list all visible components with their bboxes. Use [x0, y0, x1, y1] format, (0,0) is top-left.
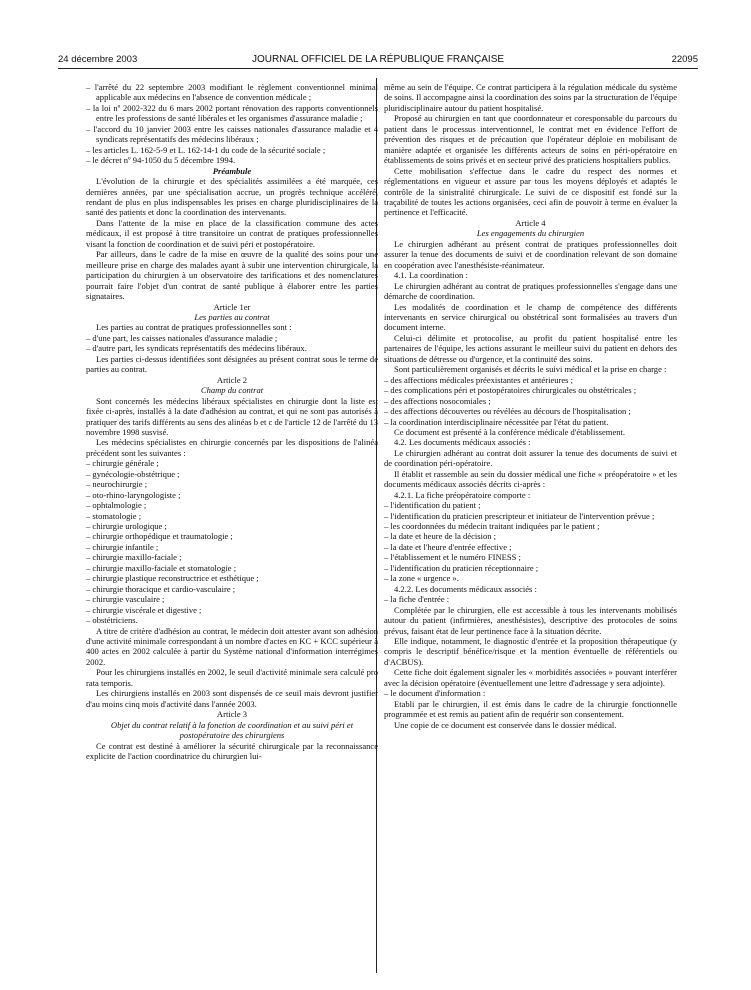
ref-item: – les articles L. 162-5-9 et L. 162-14-1 du code de la sécurité sociale ;: [86, 145, 378, 155]
specialty-item: – chirurgie plastique reconstructrice et esthétique ;: [86, 573, 378, 583]
section-4-1-heading: 4.1. La coordination :: [394, 270, 468, 281]
section-4-2-1-heading: 4.2.1. La fiche préopératoire comporte :: [394, 489, 531, 500]
section-4-2-2-item: – la fiche d'entrée :: [384, 594, 677, 604]
article-3-paragraph: Cette mobilisation s'effectue dans le cadre du respect des normes et réglementations en vigueur et assure par tous les moyens déployés et adaptés le contrôle de la sinistralité chirurgicale. Le suivi de ce dispositif est fondé sur la traçabilité de toutes les actions organisées, ceci afin de pouvoir à terme en évaluer la pertinence et l'efficacité.: [384, 165, 677, 218]
article-2-paragraph: A titre de critère d'adhésion au contrat, le médecin doit attester avant son adhésion d'une activité minimale correspondant à un nombre d'actes en KC + KCC supérieur à 400 actes en 2002 calculée à partir du Système national d'information interrégimes 2002.: [86, 625, 378, 667]
article-3-paragraph: Ce contrat est destiné à améliorer la sécurité chirurgicale par la reconnaissance explicite de l'action coordinatrice du chirurgien lui-: [86, 740, 378, 761]
section-4-2-2-paragraph: Cette fiche doit également signaler les « morbidités associées » pouvant interférer avec la décision opératoire (éventuellement une lettre d'adressage y sera adjointe).: [384, 667, 677, 688]
section-4-1-item: – des affections médicales préexistantes et antérieures ;: [384, 375, 677, 385]
article-3-subtitle: Objet du contrat relatif à la fonction de coordination et au suivi péri et postopératoire des chirurgiens: [110, 719, 354, 741]
article-1-subtitle: Les parties au contrat: [194, 311, 270, 322]
article-2-subtitle: Champ du contrat: [200, 385, 264, 396]
specialty-item: – gynécologie-obstétrique ;: [86, 469, 378, 479]
specialty-item: – ophtalmologie ;: [86, 500, 378, 510]
section-4-2-2-paragraph: Complétée par le chirurgien, elle est accessible à tous les intervenants mobilisés autour du patient (infirmières, anesthésistes), descriptive des protocoles de soins prévus, faisant état de leur pertinence face à la situation décrite.: [384, 604, 677, 636]
specialty-item: – neurochirurgie ;: [86, 479, 378, 489]
section-4-2-2-paragraph: Elle indique, notamment, le diagnostic d'entrée et la proposition thérapeutique (y compris le descriptif bénéfice/risque et la mention éventuelle de référentiels ou d'ACBUS).: [384, 636, 677, 667]
specialty-list: [86, 458, 378, 625]
ref-item: – l'arrêté du 22 septembre 2003 modifiant le règlement conventionnel minimal applicable aux médecins en l'absence de convention médicale ;: [86, 82, 378, 103]
ref-item: – le décret nº 94-1050 du 5 décembre 1994.: [86, 155, 378, 165]
page-header: [58, 53, 698, 67]
specialty-item: – chirurgie maxillo-faciale et stomatologie ;: [86, 563, 378, 573]
specialty-item: – obstétriciens.: [86, 615, 378, 625]
article-3-title: Article 3: [216, 709, 248, 720]
specialty-item: – chirurgie urologique ;: [86, 521, 378, 531]
specialty-item: – chirurgie vasculaire ;: [86, 594, 378, 604]
right-column: [384, 82, 677, 730]
article-2-paragraph: Les médecins spécialistes en chirurgie concernés par les dispositions de l'alinéa précédent sont les suivantes :: [86, 437, 378, 458]
header-page-number: 22095: [671, 54, 698, 65]
ref-item: – l'accord du 10 janvier 2003 entre les caisses nationales d'assurance maladie et 4 syndicats représentatifs des médecins libéraux ;: [86, 124, 378, 145]
section-4-2-2-paragraph: Etabli par le chirurgien, il est émis dans le cadre de la chirurgie fonctionnelle programmée et est remis au patient afin de requérir son consentement.: [384, 698, 677, 720]
section-4-2-1-item: – la zone « urgence ».: [384, 573, 677, 583]
article-2-paragraph: Pour les chirurgiens installés en 2002, le seuil d'activité minimale sera calculé pro rata temporis.: [86, 667, 378, 688]
article-2-paragraph: Les chirurgiens installés en 2003 sont dispensés de ce seuil mais devront justifier d'au moins cinq mois d'activité dans l'année 2003.: [86, 688, 378, 709]
left-column: [86, 82, 378, 761]
section-4-1-paragraph: Sont particulièrement organisés et décrits le suivi médical et la prise en charge :: [394, 364, 667, 375]
section-4-2-paragraph: Le chirurgien adhérant au contrat doit assurer la tenue des documents de suivi et de coordination péri-opératoire.: [384, 447, 677, 469]
section-4-1-item: – des complications péri et postopératoires chirurgicales ou obstétricales ;: [384, 385, 677, 395]
section-4-2-paragraph: Il établit et rassemble au sein du dossier médical une fiche « préopératoire » et les documents médicaux associés décrits ci-après :: [384, 468, 677, 490]
section-4-1-paragraph: Celui-ci délimite et protocolise, au profit du patient hospitalisé entre les partenaires de l'équipe, les actions assurant le meilleur suivi du patient en dehors des situations de détresse ou d'urgence, et la continuité des soins.: [384, 332, 677, 364]
article-3-continued: même au sein de l'équipe. Ce contrat participera à la régulation médicale du système de soins. Il accompagne ainsi la coordination des soins par la structuration de l'équipe pluridisciplinaire autour du patient hospitalisé.: [384, 82, 678, 113]
specialty-item: – stomatologie ;: [86, 511, 378, 521]
header-date: 24 décembre 2003: [58, 54, 138, 65]
section-4-2-1-item: – la date et l'heure d'entrée effective ;: [384, 542, 677, 552]
article-2-title: Article 2: [216, 374, 248, 385]
article-1-title: Article 1er: [213, 301, 251, 312]
specialty-item: – chirurgie générale ;: [86, 458, 378, 468]
section-4-2-2-item: – le document d'information :: [384, 688, 677, 698]
specialty-item: – chirurgie infantile ;: [86, 542, 378, 552]
specialty-item: – chirurgie thoracique et cardio-vasculaire ;: [86, 584, 378, 594]
article-4-paragraph: Le chirurgien adhérant au présent contrat de pratiques professionnelles doit assurer la tenue des documents de suivi et de coordination relevant de son domaine en coopération avec l'anesthésiste-réanimateur.: [384, 238, 677, 270]
preamble-paragraph: Dans l'attente de la mise en place de la classification commune des actes médicaux, il est proposé à titre transitoire un contrat de pratiques professionnelles visant la fonction de coordination et de suivi péri et postopératoire.: [86, 217, 378, 249]
section-4-1-item: – des affections nosocomiales ;: [384, 396, 677, 406]
section-4-1-paragraph: Ce document est présenté à la conférence médicale d'établissement.: [394, 426, 626, 437]
section-4-2-1-item: – l'établissement et le numéro FINESS ;: [384, 552, 677, 562]
article-1-intro: Les parties au contrat de pratiques professionnelles sont :: [96, 322, 292, 333]
section-4-1-item: – des affections découvertes ou révélées au décours de l'hospitalisation ;: [384, 406, 677, 416]
article-1-conclusion: Les parties ci-dessus identifiées sont désignées au présent contrat sous le terme de parties au contrat.: [86, 353, 378, 375]
header-rule: [58, 68, 698, 69]
article-4-subtitle: Les engagements du chirurgien: [476, 228, 585, 239]
specialty-item: – chirurgie viscérale et digestive ;: [86, 605, 378, 615]
specialty-item: – chirurgie maxillo-faciale ;: [86, 552, 378, 562]
section-4-2-heading: 4.2. Les documents médicaux associés :: [394, 437, 531, 448]
preamble-title: Préambule: [212, 165, 252, 176]
article-1-item: – d'autre part, les syndicats représentatifs des médecins libéraux.: [86, 343, 378, 353]
article-2-paragraph: Sont concernés les médecins libéraux spécialistes en chirurgie dont la liste est fixée ci-après, installés à la date d'adhésion au contrat, et qui ne sont pas autorisés à pratiquer des tarifs différents au sens des alinéas b et c de l'article 12 de l'arrêté du 13 novembre 1998 susvisé.: [86, 395, 378, 437]
section-4-2-1-item: – l'identification du praticien réceptionnaire ;: [384, 563, 677, 573]
preamble-paragraph: Par ailleurs, dans le cadre de la mise en œuvre de la qualité des soins pour une meilleure prise en charge des malades ayant à subir une intervention chirurgicale, la participation du chirurgien à un observatoire des tarifications et des nomenclatures pourrait faire l'objet d'un contrat de santé publique à élaborer entre les parties signataires.: [86, 249, 378, 302]
section-4-2-1-item: – les coordonnées du médecin traitant indiquées par le patient ;: [384, 521, 677, 531]
section-4-1-paragraph: Le chirurgien adhérant au contrat de pratiques professionnelles s'engage dans une démarche de coordination.: [384, 280, 677, 302]
ref-item: – la loi nº 2002-322 du 6 mars 2002 portant rénovation des rapports conventionnels entre les professions de santé libérales et les organismes d'assurance maladie ;: [86, 103, 378, 124]
section-4-2-1-item: – l'identification du praticien prescripteur et initiateur de l'intervention prévue ;: [384, 511, 677, 521]
article-4-title: Article 4: [515, 217, 546, 228]
section-4-2-1-item: – l'identification du patient ;: [384, 500, 677, 510]
section-4-2-2-paragraph: Une copie de ce document est conservée dans le dossier médical.: [394, 719, 617, 730]
section-4-2-2-heading: 4.2.2. Les documents médicaux associés :: [394, 583, 537, 594]
article-1-item: – d'une part, les caisses nationales d'assurance maladie ;: [86, 333, 378, 343]
section-4-2-1-item: – la date et heure de la décision ;: [384, 531, 677, 541]
header-journal-title: JOURNAL OFFICIEL DE LA RÉPUBLIQUE FRANÇAISE: [251, 54, 505, 65]
specialty-item: – oto-rhino-laryngologiste ;: [86, 490, 378, 500]
section-4-1-item: – la coordination interdisciplinaire nécessitée par l'état du patient.: [384, 417, 677, 427]
article-3-paragraph: Proposé au chirurgien en tant que coordonnateur et coresponsable du parcours du patient dans le processus interventionnel, le contrat met en évidence l'effort de prévention des risques et de précaution que l'opérateur déploie en mobilisant de manière adaptée et organisée les différents acteurs de soins en péri-opératoire en établissements de soins privés et en secteur privé des praticiens hospitaliers publics.: [384, 113, 677, 166]
section-4-1-paragraph: Les modalités de coordination et le champ de compétence des différents intervenants en service chirurgical ou obstétrical sont formalisées au travers d'un document interne.: [384, 301, 677, 333]
specialty-item: – chirurgie orthopédique et traumatologie ;: [86, 531, 378, 541]
preamble-paragraph: L'évolution de la chirurgie et des spécialités assimilées a été marquée, ces dernières années, par une spécialisation accrue, un progrès technique accéléré, rendant de plus en plus indispensables les prises en charge pluridisciplinaires de la santé des patients et donc la coordination des intervenants.: [86, 176, 378, 218]
